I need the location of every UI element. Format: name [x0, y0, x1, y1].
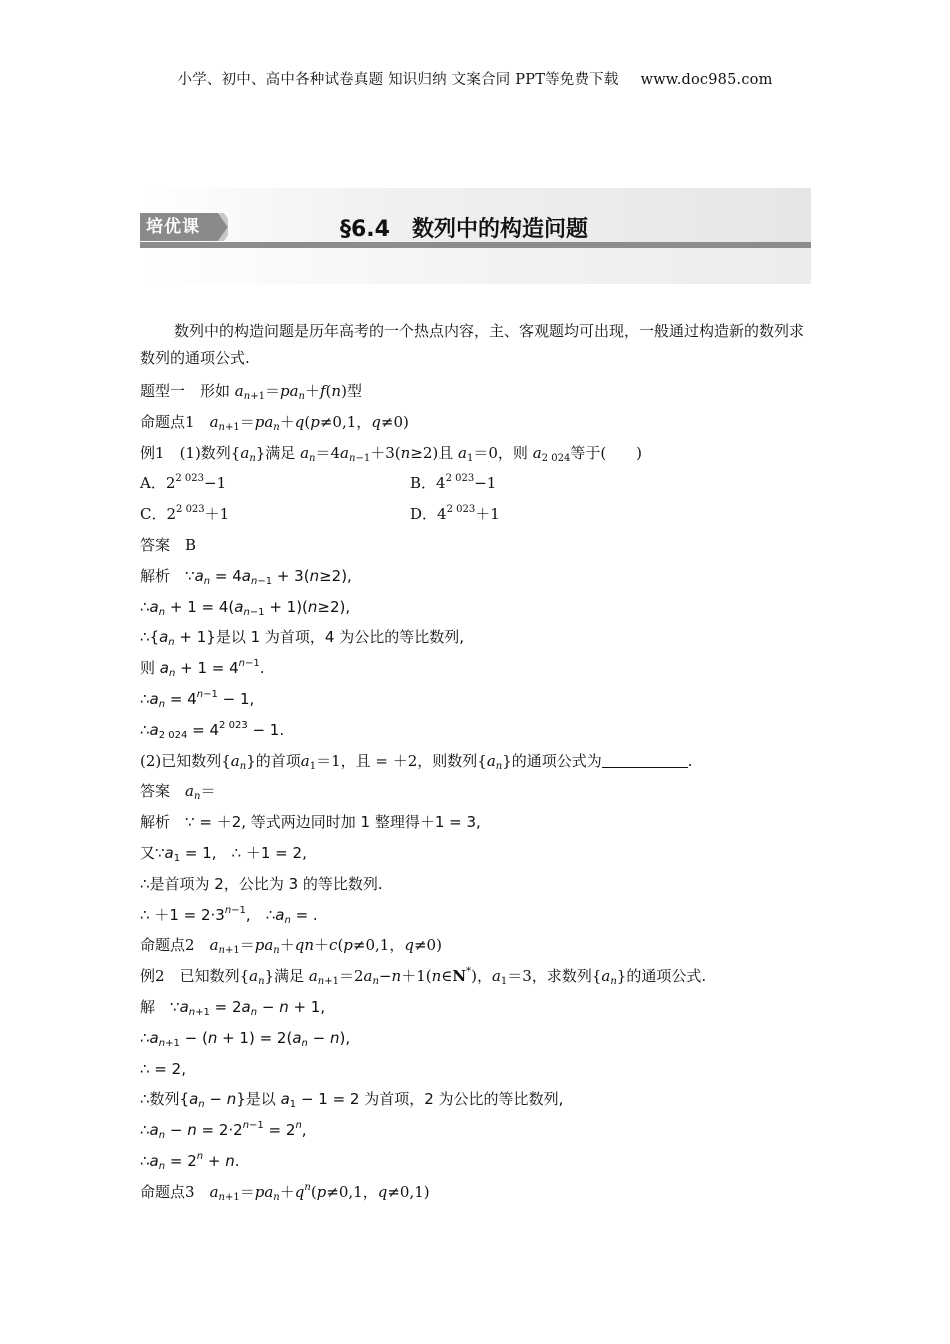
ex1p2-text-c: ，且 = ＋2，则数列{ — [340, 751, 487, 770]
answer-label: 答案 — [140, 782, 171, 801]
lesson-tag — [140, 213, 228, 241]
answer1-value: B — [185, 535, 197, 554]
analysis2-line2-suffix: ＋1 = 2, — [245, 843, 307, 862]
options-row-1 — [140, 468, 812, 499]
solve-label: 解 — [140, 997, 156, 1016]
point3-label: 命题点3 — [140, 1182, 195, 1201]
analysis2-line4: ∴ $+1 = 2\cdot 3^{n-1}$, $\therefore a_n$ = . — [140, 904, 318, 926]
type1-title-suffix: 型 — [346, 382, 362, 400]
analysis1-line3-text: 是以 1 为首项，4 为公比的等比数列, — [215, 628, 465, 647]
so-symbol: ∴ — [140, 905, 150, 924]
banner-bottom-band — [140, 248, 811, 284]
so-symbol: ∴ — [140, 628, 150, 647]
site-header — [0, 68, 950, 89]
intro-paragraph: 数列中的构造问题是历年高考的一个热点内容，主、客观题均可出现，一般通过构造新的数列求数列的通项公式. — [140, 322, 805, 367]
analysis1-line6: $\therefore a_{2 024} = 4^{2 023} - 1$. — [140, 719, 285, 741]
answer1-line — [140, 530, 812, 561]
solution-line4: ∴数列$\{a_n - n\}$是以 $a_1 - 1 = 2$ 为首项，2 为公比的等比数列, — [140, 1090, 564, 1111]
option-d[interactable]: D．$4^{2 023}+1$ — [410, 504, 500, 524]
lesson-content — [140, 318, 812, 1208]
solution-line6: $\therefore a_n = 2^n + n$. — [140, 1150, 240, 1172]
section-title: §6.4 数列中的构造问题 — [340, 217, 588, 242]
solution-line5: $\therefore a_n - n = 2\cdot 2^{n-1} = 2^n$, — [140, 1120, 307, 1142]
because-symbol: ∵ — [170, 997, 180, 1016]
tag-label: 培优课 — [146, 217, 200, 237]
ex1-text-b: }满足 — [255, 443, 296, 462]
option-a-label: A． — [140, 474, 166, 493]
ex2-text-c: ，求数列{ — [531, 967, 602, 986]
analysis1-line4: 则 $a_n + 1 = 4^{n-1}$. — [140, 658, 265, 680]
ex2-text-a: 已知数列{ — [179, 967, 250, 986]
analysis1-line5: $\therefore a_n = 4^{n-1} - 1$, — [140, 688, 255, 710]
solution-line2: $\therefore a_{n+1} - (n + 1) = 2(a_n - n)$, — [140, 1028, 351, 1049]
ex1-text-d: ，则 — [497, 443, 528, 462]
so-symbol: ∴ — [140, 1121, 150, 1140]
ex2-text-d: }的通项公式. — [616, 967, 707, 986]
because-symbol: ∵ — [185, 813, 195, 832]
analysis1-line3: $\therefore\{a_n + 1\}$是以 1 为首项，4 为公比的等比数列, — [140, 628, 465, 649]
option-b-label: B． — [410, 474, 437, 493]
analysis2-line2: 又$\because a_1 = 1$, ∴ ＋1 = 2, — [140, 843, 307, 864]
analysis2-line2-prefix: 又∵ — [140, 843, 165, 862]
solution-line4-b: }是以 — [236, 1090, 276, 1109]
so-symbol: ∴ — [231, 843, 242, 862]
because-symbol: ∵ — [185, 566, 195, 585]
example2-question: 例2 已知数列$\{a_n\}$满足 $a_{n+1}=2a_n-n+1(n\in N^*)$，$a_1=3$，求数列$\{a_n\}$的通项公式. — [140, 966, 707, 988]
example1-part2-question: (2)已知数列$\{a_n\}$的首项$a_1=1$，且 = ＋2，则数列$\{a_n\}$的通项公式为 . — [140, 751, 693, 772]
ex1-text-c: 且 — [438, 443, 454, 462]
answer2-line: 答案 $a_n=$ — [140, 782, 216, 803]
ex1p2-text-b: }的首项 — [246, 751, 301, 770]
so-symbol: ∴ — [140, 1151, 150, 1170]
analysis1-line2: $\therefore a_n + 1 = 4(a_{n-1} + 1)(n\ge 2)$, — [140, 597, 351, 618]
so-symbol: ∴ — [140, 1028, 150, 1047]
ex1-text-e: 等于( ) — [570, 443, 643, 462]
answer-label: 答案 — [140, 535, 171, 554]
option-b[interactable]: B．$4^{2 023}-1$ — [410, 473, 497, 493]
example1-label: 例1 — [140, 443, 165, 462]
solution-line4-c: 为首项，2 为公比的等比数列, — [364, 1090, 564, 1109]
option-d-label: D． — [410, 505, 438, 524]
answer-blank[interactable] — [602, 751, 688, 768]
analysis-label: 解析 — [140, 566, 171, 585]
example1-question: 例1 (1)数列$\{a_n\}$满足 $a_n=4a_{n-1}+3(n\ge 2)$且 $a_1=0$，则 $a_{2 024}$等于( ) — [140, 443, 643, 464]
so-symbol: ∴ — [140, 689, 150, 708]
so-symbol: ∴ — [140, 597, 150, 616]
solution-line1: 解 $\because a_{n+1} = 2a_n - n + 1$, — [140, 997, 326, 1018]
ex2-text-b: }满足 — [264, 967, 305, 986]
point1-heading: 命题点1 $a_{n+1}=pa_n+q(p\ne 0,1$，q≠0) — [140, 412, 409, 433]
point1-label: 命题点1 — [140, 412, 195, 431]
option-a[interactable]: A．$2^{2 023}-1$ — [140, 473, 227, 493]
analysis2-line1-text: = ＋2, 等式两边同时加 1 整理得＋1 = 3, — [199, 813, 481, 832]
point2-label: 命题点2 — [140, 936, 195, 955]
point2-heading: 命题点2 $a_{n+1}=pa_n+qn+c(p\ne 0,1$，q≠0) — [140, 936, 442, 957]
section-banner — [140, 188, 811, 284]
type1-title-prefix: 题型一 形如 — [140, 382, 231, 400]
header-text: 小学、初中、高中各种试卷真题 知识归纳 文案合同 PPT等免费下载 — [177, 72, 619, 88]
analysis-label: 解析 — [140, 813, 171, 832]
ex1-text-a: (1)数列{ — [179, 443, 241, 462]
ex1p2-text-d: }的通项公式为 — [502, 751, 602, 770]
option-c[interactable]: C．$2^{2 023}+1$ — [140, 504, 230, 524]
example2-label: 例2 — [140, 967, 165, 986]
analysis2-line1 — [140, 807, 812, 838]
analysis2-line3: ∴是首项为 2，公比为 3 的等比数列. — [140, 874, 383, 893]
option-c-label: C． — [140, 505, 167, 524]
ex1p2-text-a: (2)已知数列{ — [140, 751, 231, 770]
header-url[interactable]: www.doc985.com — [640, 72, 773, 88]
then-label: 则 — [140, 659, 156, 678]
options-row-2 — [140, 499, 812, 530]
solution-line4-a: ∴数列{ — [140, 1090, 190, 1109]
type1-heading: 题型一 形如 $a_{n+1}=pa_n+f(n)$型 — [140, 382, 362, 402]
analysis1-line1: 解析 $\because a_n = 4a_{n-1} + 3(n\ge 2)$, — [140, 566, 352, 587]
so-symbol: ∴ — [265, 905, 276, 924]
solution-line3: ∴ = 2, — [140, 1059, 186, 1078]
point3-heading: 命题点3 $a_{n+1}=pa_n+q^n(p\ne 0,1$，q≠0,1) — [140, 1181, 430, 1203]
so-symbol: ∴ — [140, 720, 150, 739]
